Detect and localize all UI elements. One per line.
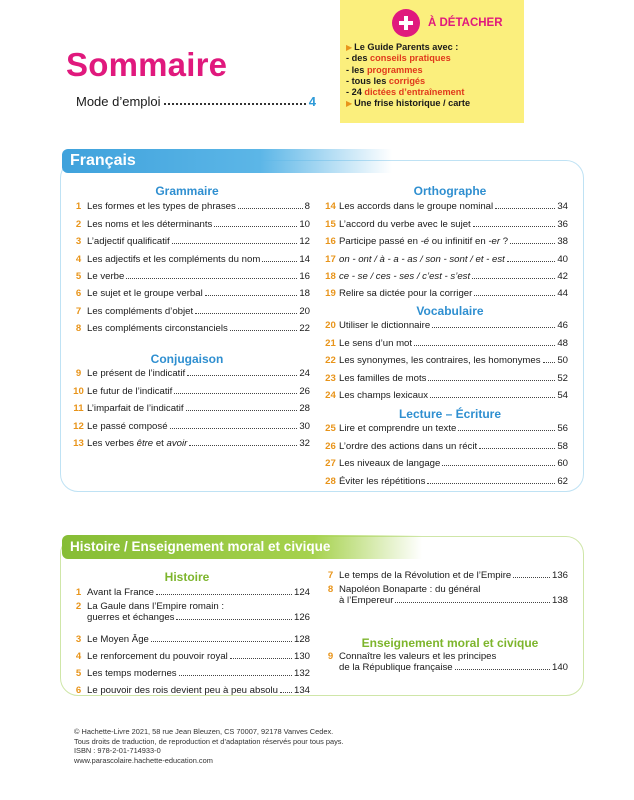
item-label: Les formes et les types de phrases xyxy=(87,201,236,213)
item-number: 13 xyxy=(73,437,84,449)
dot-leader xyxy=(472,278,555,279)
item-number: 10 xyxy=(73,385,84,397)
detach-line-highlight: programmes xyxy=(366,64,423,75)
item-page: 36 xyxy=(557,218,568,230)
emc-list xyxy=(322,648,568,678)
list-item[interactable] xyxy=(322,469,568,486)
item-page: 46 xyxy=(557,320,568,332)
item-label: Le passé composé xyxy=(87,420,168,432)
list-item[interactable] xyxy=(322,366,568,383)
item-number: 6 xyxy=(75,288,82,300)
item-label-part: ? xyxy=(500,236,509,248)
dot-leader xyxy=(458,430,555,431)
item-label: Le futur de l’indicatif xyxy=(87,385,173,397)
item-number: 2 xyxy=(75,218,82,230)
list-item[interactable] xyxy=(322,384,568,401)
list-item[interactable] xyxy=(322,247,568,264)
list-item[interactable] xyxy=(70,679,310,696)
item-number: 5 xyxy=(75,270,82,282)
item-label: Les noms et les déterminants xyxy=(87,218,213,230)
item-label: Le verbe xyxy=(87,270,125,282)
vocabulaire-heading: Vocabulaire xyxy=(416,304,484,318)
item-page: 50 xyxy=(557,355,568,367)
item-number: 4 xyxy=(75,253,82,265)
dot-leader xyxy=(510,243,555,244)
lecture-list xyxy=(322,417,568,487)
item-number: 3 xyxy=(75,236,82,248)
item-number: 26 xyxy=(325,440,336,452)
dot-leader xyxy=(189,445,297,446)
item-label-italic: -é xyxy=(420,236,430,248)
item-label: ce - se / ces - ses / c’est - s’est xyxy=(339,270,471,282)
item-number: 24 xyxy=(325,389,336,401)
item-label-part: Participe passé en xyxy=(339,236,421,248)
item-label: Relire sa dictée pour la corriger xyxy=(339,288,473,300)
item-number: 23 xyxy=(325,372,336,384)
item-label: Connaître les valeurs et les principes xyxy=(339,651,497,662)
item-page: 32 xyxy=(299,437,310,449)
conjugaison-heading: Conjugaison xyxy=(150,352,224,366)
item-number: 15 xyxy=(325,218,336,230)
item-label: Les accords dans le groupe nominal xyxy=(339,201,494,213)
list-item[interactable] xyxy=(70,628,310,645)
dot-leader xyxy=(430,397,555,398)
item-number: 11 xyxy=(73,403,84,415)
list-item[interactable] xyxy=(322,282,568,299)
item-page: 136 xyxy=(551,570,568,581)
list-item[interactable] xyxy=(322,452,568,469)
dot-leader xyxy=(280,692,292,693)
dot-leader xyxy=(214,226,297,227)
emc-heading: Enseignement moral et civique xyxy=(361,636,539,650)
item-label: on - ont / à - a - as / son - sont / et - est xyxy=(339,253,505,265)
dot-leader xyxy=(205,295,298,296)
list-item[interactable] xyxy=(70,212,310,229)
dot-leader xyxy=(230,658,292,659)
detach-box xyxy=(340,0,524,123)
histoire-heading: Histoire xyxy=(164,570,210,584)
item-page: 56 xyxy=(557,423,568,435)
dot-leader xyxy=(186,410,298,411)
copyright-footer xyxy=(74,727,344,765)
dot-leader xyxy=(187,375,297,376)
item-page: 60 xyxy=(557,458,568,470)
item-number: 27 xyxy=(325,458,336,470)
dot-leader xyxy=(262,261,297,262)
detach-title: À DÉTACHER xyxy=(428,17,503,29)
item-label: L’ordre des actions dans un récit xyxy=(339,440,478,452)
item-page: 138 xyxy=(551,595,568,606)
item-number: 1 xyxy=(75,587,82,598)
grammaire-heading: Grammaire xyxy=(155,184,219,198)
item-label xyxy=(87,438,187,449)
item-page: 22 xyxy=(299,323,310,335)
item-number: 8 xyxy=(327,584,334,595)
item-page: 44 xyxy=(557,288,568,300)
dot-leader xyxy=(428,380,555,381)
item-number: 9 xyxy=(75,368,82,380)
item-page: 124 xyxy=(293,587,310,598)
item-label: Napoléon Bonaparte : du général xyxy=(339,584,481,595)
item-label-italic: -er xyxy=(488,236,501,248)
item-page: 18 xyxy=(299,288,310,300)
item-label xyxy=(339,236,508,247)
item-page: 40 xyxy=(557,253,568,265)
dot-leader xyxy=(507,261,555,262)
item-page: 16 xyxy=(299,270,310,282)
list-item[interactable] xyxy=(70,362,310,379)
histoire-list-right xyxy=(322,564,568,611)
item-number: 20 xyxy=(325,320,336,332)
dot-leader xyxy=(172,243,298,244)
item-second-line xyxy=(339,595,568,606)
histoire-list-left xyxy=(70,581,310,696)
item-label-2: à l’Empereur xyxy=(339,595,394,606)
francais-band: Français xyxy=(62,149,392,173)
item-label: Éviter les répétitions xyxy=(339,475,426,487)
item-page: 54 xyxy=(557,389,568,401)
list-item[interactable] xyxy=(322,581,568,611)
list-item[interactable] xyxy=(70,379,310,396)
item-label: Les compléments circonstanciels xyxy=(87,323,228,335)
dot-leader xyxy=(442,465,555,466)
mode-emploi-page: 4 xyxy=(308,94,316,109)
dot-leader xyxy=(543,362,556,363)
item-label: L’imparfait de l’indicatif xyxy=(87,403,184,415)
list-item[interactable] xyxy=(322,417,568,434)
item-number: 16 xyxy=(325,236,336,248)
histoire-band: Histoire / Enseignement moral et civique xyxy=(62,535,422,559)
item-page: 14 xyxy=(299,253,310,265)
item-lines xyxy=(339,648,568,678)
item-number: 7 xyxy=(75,305,82,317)
detach-line-highlight: conseils pratiques xyxy=(370,53,451,64)
item-number: 21 xyxy=(325,337,336,349)
list-item[interactable] xyxy=(322,564,568,581)
item-page: 34 xyxy=(557,201,568,213)
item-number: 6 xyxy=(75,685,82,696)
item-label: Les synonymes, les contraires, les homonymes xyxy=(339,355,541,367)
list-item[interactable] xyxy=(70,247,310,264)
detach-line-highlight: dictées d’entraînement xyxy=(364,87,465,98)
dot-leader xyxy=(151,641,292,642)
list-item[interactable] xyxy=(70,282,310,299)
dot-leader xyxy=(395,602,550,603)
detach-line xyxy=(346,87,470,98)
detach-line-text: Une frise historique / carte xyxy=(354,98,471,109)
item-label: La Gaule dans l’Empire romain : xyxy=(87,601,225,612)
item-page: 38 xyxy=(557,236,568,248)
detach-line xyxy=(346,42,470,53)
list-item[interactable] xyxy=(322,314,568,331)
item-label-part: ou infinitif en xyxy=(429,236,489,248)
dot-leader xyxy=(427,483,555,484)
detach-line-text: - les xyxy=(346,64,367,75)
list-item[interactable] xyxy=(322,230,568,247)
list-item[interactable] xyxy=(322,648,568,678)
dot-leader xyxy=(238,208,303,209)
item-label: Le sens d’un mot xyxy=(339,337,413,349)
footer-line: © Hachette-Livre 2021, 58 rue Jean Bleuzen, CS 70007, 92178 Vanves Cedex. xyxy=(74,727,334,736)
triangle-bullet-icon: ▶ xyxy=(346,99,353,109)
item-label: L’adjectif qualificatif xyxy=(87,236,170,248)
item-page: 8 xyxy=(304,201,310,213)
item-number: 2 xyxy=(75,601,82,612)
item-label: Le sujet et le groupe verbal xyxy=(87,288,203,300)
detach-line xyxy=(346,53,470,64)
mode-emploi-label: Mode d’emploi xyxy=(76,94,161,109)
dot-leader xyxy=(174,393,297,394)
dot-leader xyxy=(156,594,292,595)
item-page: 42 xyxy=(557,270,568,282)
item-number: 14 xyxy=(325,201,336,213)
dot-leader xyxy=(495,208,555,209)
list-item[interactable] xyxy=(70,581,310,598)
item-label: Les compléments d’objet xyxy=(87,305,194,317)
item-page: 30 xyxy=(299,420,310,432)
item-label: Le présent de l’indicatif xyxy=(87,368,186,380)
plus-icon xyxy=(392,9,420,37)
item-number: 28 xyxy=(325,475,336,487)
item-page: 58 xyxy=(557,440,568,452)
dot-leader xyxy=(176,619,292,620)
list-item[interactable] xyxy=(70,414,310,431)
list-item[interactable] xyxy=(70,662,310,679)
item-number: 5 xyxy=(75,668,82,679)
item-number: 25 xyxy=(325,423,336,435)
dot-leader xyxy=(126,278,297,279)
list-item[interactable] xyxy=(322,212,568,229)
item-label: Le temps de la Révolution et de l’Empire xyxy=(339,570,512,581)
list-item[interactable] xyxy=(70,265,310,282)
dot-leader xyxy=(414,345,555,346)
item-page: 130 xyxy=(293,651,310,662)
dot-leader xyxy=(179,675,292,676)
detach-line xyxy=(346,76,470,87)
list-item[interactable] xyxy=(322,434,568,451)
item-number: 22 xyxy=(325,355,336,367)
item-label-part: Les verbes xyxy=(87,437,137,449)
list-item[interactable] xyxy=(70,397,310,414)
detach-line-text: - des xyxy=(346,53,370,64)
footer-link[interactable]: www.parascolaire.hachette-education.com xyxy=(74,755,213,765)
list-item[interactable] xyxy=(70,645,310,662)
item-label-italic: avoir xyxy=(166,437,188,449)
footer-line: ISBN : 978-2-01-714933-0 xyxy=(74,746,161,756)
item-label: Lire et comprendre un texte xyxy=(339,423,457,435)
item-page: 24 xyxy=(299,368,310,380)
item-number: 7 xyxy=(327,570,334,581)
dot-leader xyxy=(164,103,306,105)
item-label: L’accord du verbe avec le sujet xyxy=(339,218,471,230)
dot-leader xyxy=(474,295,555,296)
item-number: 3 xyxy=(75,634,82,645)
item-label-2: guerres et échanges xyxy=(87,612,175,623)
list-item[interactable] xyxy=(70,230,310,247)
item-page: 28 xyxy=(299,403,310,415)
item-label: Les niveaux de langage xyxy=(339,458,441,470)
item-number: 19 xyxy=(325,288,336,300)
item-label-2: de la République française xyxy=(339,662,453,673)
item-page: 132 xyxy=(293,668,310,679)
list-item[interactable] xyxy=(322,331,568,348)
item-label: Le renforcement du pouvoir royal xyxy=(87,651,228,662)
list-item[interactable] xyxy=(322,265,568,282)
grammaire-list xyxy=(70,195,310,334)
item-number: 9 xyxy=(327,651,334,662)
item-number: 1 xyxy=(75,201,82,213)
detach-line-text: - tous les xyxy=(346,75,389,86)
list-item[interactable] xyxy=(70,299,310,316)
item-lines xyxy=(339,581,568,611)
item-page: 48 xyxy=(557,337,568,349)
detach-line-highlight: corrigés xyxy=(388,75,426,86)
footer-line: Tous droits de traduction, de reproduction et d’adaptation réservés pour tous pays. xyxy=(74,736,344,746)
item-lines xyxy=(87,598,310,628)
item-page: 12 xyxy=(299,236,310,248)
list-item[interactable] xyxy=(322,349,568,366)
item-page: 62 xyxy=(557,475,568,487)
item-second-line xyxy=(87,612,310,623)
detach-line xyxy=(346,98,470,109)
detach-line-text: - 24 xyxy=(346,87,365,98)
item-label: Utiliser le dictionnaire xyxy=(339,320,431,332)
item-label: Le Moyen Âge xyxy=(87,634,149,645)
item-label-italic: être xyxy=(136,437,154,449)
dot-leader xyxy=(455,669,550,670)
mode-emploi-entry[interactable] xyxy=(76,94,316,109)
dot-leader xyxy=(473,226,556,227)
item-page: 26 xyxy=(299,385,310,397)
orthographe-heading: Orthographe xyxy=(413,184,487,198)
list-item[interactable] xyxy=(70,432,310,449)
vocabulaire-list xyxy=(322,314,568,401)
detach-line-text: Le Guide Parents avec : xyxy=(354,42,459,52)
item-page: 134 xyxy=(293,685,310,696)
item-number: 12 xyxy=(73,420,84,432)
item-label: Les familles de mots xyxy=(339,372,427,384)
dot-leader xyxy=(230,330,298,331)
item-second-line xyxy=(339,662,568,673)
dot-leader xyxy=(479,448,555,449)
triangle-bullet-icon: ▶ xyxy=(346,43,353,52)
item-label: Les temps modernes xyxy=(87,668,177,679)
item-number: 4 xyxy=(75,651,82,662)
item-label: Avant la France xyxy=(87,587,155,598)
item-page: 10 xyxy=(299,218,310,230)
item-label: Le pouvoir des rois devient peu à peu absolu xyxy=(87,685,278,696)
item-label-part: et xyxy=(153,437,167,449)
conjugaison-list xyxy=(70,362,310,449)
item-page: 128 xyxy=(293,634,310,645)
dot-leader xyxy=(513,577,550,578)
detach-line xyxy=(346,65,470,76)
list-item[interactable] xyxy=(70,598,310,628)
list-item[interactable] xyxy=(70,195,310,212)
page-title: Sommaire xyxy=(66,46,228,83)
item-number: 8 xyxy=(75,323,82,335)
item-label: Les adjectifs et les compléments du nom xyxy=(87,253,261,265)
item-label: Les champs lexicaux xyxy=(339,389,429,401)
dot-leader xyxy=(195,313,297,314)
item-page: 126 xyxy=(293,612,310,623)
item-number: 17 xyxy=(325,253,336,265)
item-page: 20 xyxy=(299,305,310,317)
item-number: 18 xyxy=(325,270,336,282)
list-item[interactable] xyxy=(70,317,310,334)
dot-leader xyxy=(170,428,298,429)
item-page: 140 xyxy=(551,662,568,673)
list-item[interactable] xyxy=(322,195,568,212)
detach-list xyxy=(346,42,470,110)
item-page: 52 xyxy=(557,372,568,384)
dot-leader xyxy=(432,327,555,328)
lecture-heading: Lecture – Écriture xyxy=(398,407,502,421)
orthographe-list xyxy=(322,195,568,299)
